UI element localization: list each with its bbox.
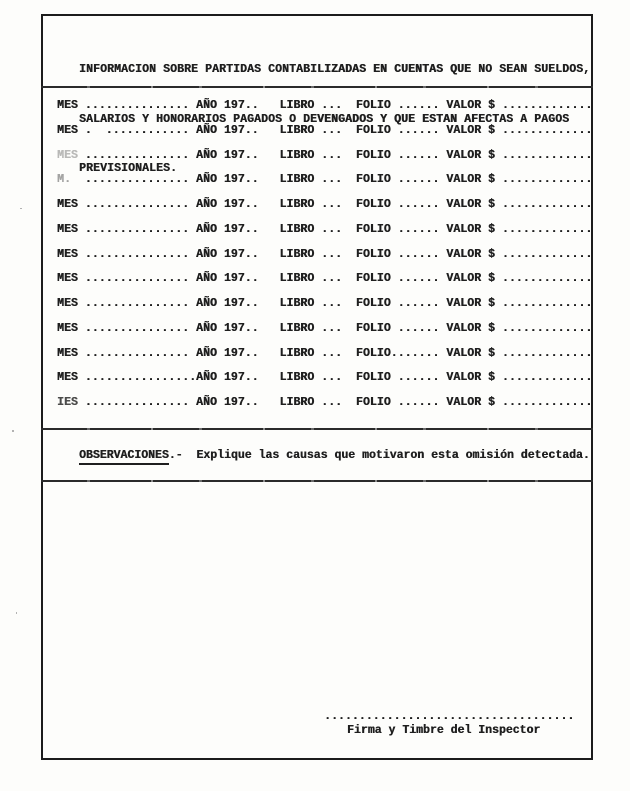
observations-label: OBSERVACIONES bbox=[79, 449, 169, 465]
signature-caption: Firma y Timbre del Inspector bbox=[347, 724, 541, 737]
row-fields: ............... AÑO 197.. LIBRO ... FOLIO ...... VALOR $ ............. bbox=[77, 173, 593, 187]
row-fields: ............... AÑO 197.. LIBRO ... FOLIO ...... VALOR $ ............. bbox=[77, 198, 593, 211]
form-border-frame bbox=[41, 14, 593, 760]
table-row bbox=[57, 317, 592, 342]
observations-line bbox=[79, 448, 590, 464]
table-row bbox=[57, 292, 592, 317]
mes-label: MES bbox=[57, 123, 78, 137]
header-line-3: PREVISIONALES. bbox=[79, 162, 178, 175]
row-fields: ................AÑO 197.. LIBRO ... FOLIO ...... VALOR $ ............. bbox=[77, 371, 593, 385]
row-fields: . ............ AÑO 197.. LIBRO ... FOLIO ...... VALOR $ ............. bbox=[77, 123, 593, 137]
row-fields: ............... AÑO 197.. LIBRO ... FOLIO ...... VALOR $ ............. bbox=[77, 321, 593, 335]
mes-label: MES bbox=[57, 222, 78, 236]
observations-separator: .- bbox=[168, 449, 183, 462]
table-row bbox=[57, 342, 592, 367]
table-row bbox=[57, 119, 592, 144]
divider-under-header bbox=[41, 86, 593, 88]
divider-below-observations bbox=[41, 480, 593, 482]
mes-label: IES bbox=[57, 396, 78, 409]
mes-label: MES bbox=[57, 346, 78, 360]
mes-label: MES bbox=[57, 272, 78, 286]
mes-label: MES bbox=[57, 247, 78, 261]
table-row bbox=[57, 243, 592, 268]
table-row bbox=[57, 366, 592, 391]
signature-dotted-line: .................................... bbox=[324, 710, 575, 723]
table-row bbox=[57, 144, 592, 169]
scan-speck bbox=[16, 612, 17, 614]
observations-text: Explique las causas que motivaron esta omisión detectada. bbox=[182, 449, 590, 462]
row-fields: ............... AÑO 197.. LIBRO ... FOLIO ...... VALOR $ ............. bbox=[77, 297, 593, 310]
table-row bbox=[57, 218, 592, 243]
table-row bbox=[57, 267, 592, 292]
table-row bbox=[57, 168, 592, 193]
row-fields: ............... AÑO 197.. LIBRO ... FOLIO ...... VALOR $ ............. bbox=[77, 396, 593, 409]
header-line-1: INFORMACION SOBRE PARTIDAS CONTABILIZADAS EN CUENTAS QUE NO SEAN SUELDOS, bbox=[79, 63, 591, 76]
entries-table bbox=[57, 94, 592, 416]
row-fields: ............... AÑO 197.. LIBRO ... FOLIO ...... VALOR $ ............. bbox=[77, 247, 593, 261]
row-fields: ............... AÑO 197.. LIBRO ... FOLIO ...... VALOR $ ............. bbox=[77, 272, 593, 286]
mes-label: M. bbox=[57, 173, 78, 187]
mes-label: MES bbox=[57, 371, 78, 385]
row-fields: ............... AÑO 197.. LIBRO ... FOLIO ...... VALOR $ ............. bbox=[77, 148, 593, 162]
mes-label: MES bbox=[57, 198, 78, 211]
scan-speck bbox=[20, 208, 22, 209]
scan-speck bbox=[12, 430, 14, 432]
header-line-2: SALARIOS Y HONORARIOS PAGADOS O DEVENGADOS Y QUE ESTAN AFECTAS A PAGOS bbox=[79, 112, 570, 126]
mes-label: MES bbox=[57, 321, 78, 335]
table-row bbox=[57, 94, 592, 119]
table-row bbox=[57, 193, 592, 218]
divider-above-observations bbox=[41, 428, 593, 430]
row-fields: ............... AÑO 197.. LIBRO ... FOLIO....... VALOR $ ............. bbox=[77, 346, 593, 360]
table-row bbox=[57, 391, 592, 416]
row-fields: ............... AÑO 197.. LIBRO ... FOLIO ...... VALOR $ ............. bbox=[77, 99, 593, 112]
row-fields: ............... AÑO 197.. LIBRO ... FOLIO ...... VALOR $ ............. bbox=[77, 222, 593, 236]
mes-label: MES bbox=[57, 297, 78, 310]
mes-label: MES bbox=[57, 148, 78, 162]
mes-label: MES bbox=[57, 99, 78, 112]
